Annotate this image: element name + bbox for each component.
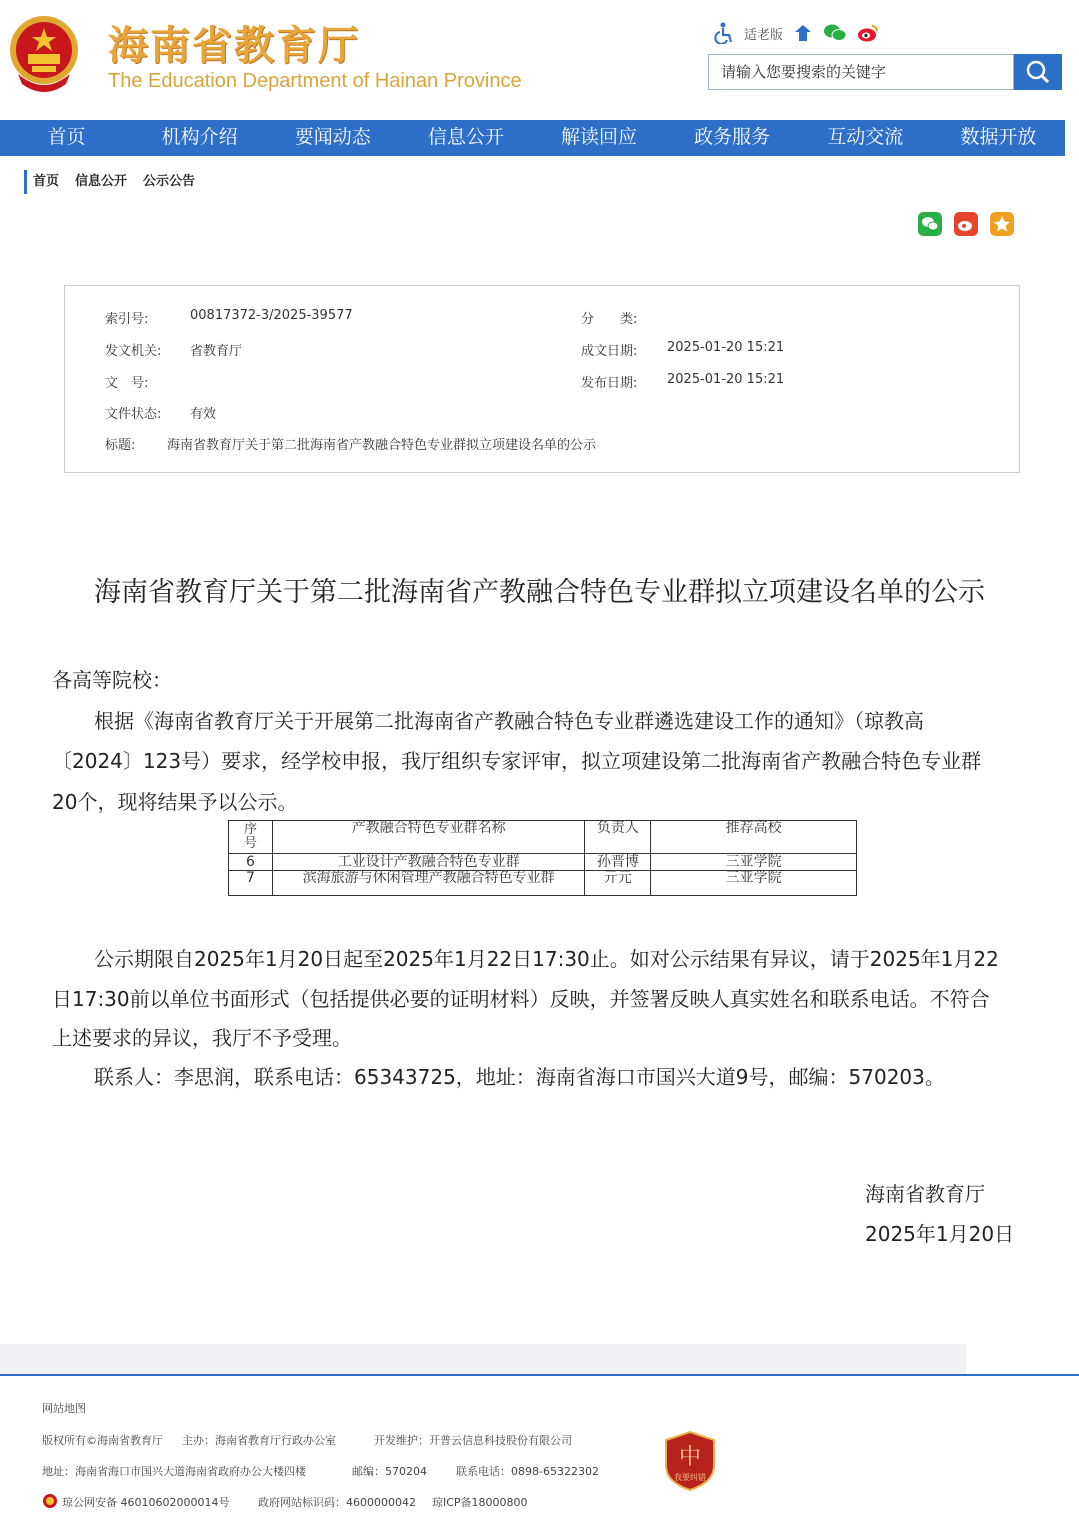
postcode-text: 邮编：570204 [352, 1465, 427, 1478]
maintainer-text: 开发维护：开普云信息科技股份有限公司 [374, 1434, 572, 1447]
title-label: 标题: [105, 438, 136, 453]
paragraph-2-line-1: 公示期限自2025年1月20日起至2025年1月22日17:30止。如对公示结果有异议，请于2025年1月22 [94, 947, 999, 971]
breadcrumb-info[interactable]: 信息公开 [75, 174, 128, 189]
salutation: 各高等院校： [52, 668, 172, 692]
phone-text: 联系电话：0898-65322302 [456, 1465, 599, 1478]
written-date-label: 成文日期: [581, 344, 638, 359]
search-input[interactable]: 请输入您要搜索的关键字 [708, 54, 1014, 90]
signature-date: 2025年1月20日 [865, 1222, 1015, 1246]
issuer-value: 省教育厅 [190, 344, 243, 359]
nav-interaction[interactable]: 互动交流 [827, 126, 904, 148]
paragraph-1-line-1: 根据《海南省教育厅关于开展第二批海南省产教融合特色专业群遴选建设工作的通知》（琼教高 [94, 709, 924, 733]
signature-org: 海南省教育厅 [865, 1182, 985, 1206]
status-label: 文件状态: [105, 407, 162, 422]
nav-interpretation[interactable]: 解读回应 [561, 126, 638, 148]
nav-about[interactable]: 机构介绍 [161, 126, 238, 148]
police-record-link[interactable]: 琼公网安备 46010602000014号 [62, 1496, 230, 1509]
cell-index: 6 [229, 854, 273, 871]
wechat-icon[interactable] [823, 23, 847, 43]
cell-school: 三亚学院 [651, 871, 857, 896]
status-value: 有效 [190, 407, 217, 422]
share-bar [918, 212, 1014, 236]
breadcrumb [24, 170, 195, 194]
address-text: 地址：海南省海口市国兴大道海南省政府办公大楼四楼 [42, 1465, 306, 1478]
cell-name: 滨海旅游与休闲管理产教融合特色专业群 [272, 871, 584, 896]
main-nav [0, 120, 1065, 156]
search-button[interactable] [1014, 54, 1062, 90]
report-error-badge[interactable] [662, 1430, 718, 1492]
paragraph-1-line-2: 〔2024〕123号）要求，经学校申报，我厅组织专家评审，拟立项建设第二批海南省产教融合特色专业群 [52, 749, 982, 773]
header-school: 推荐高校 [651, 821, 857, 854]
site-title[interactable]: 海南省教育厅 [108, 22, 360, 69]
host-text: 主办：海南省教育厅行政办公室 [182, 1434, 336, 1447]
police-badge-icon [42, 1493, 58, 1509]
breadcrumb-home[interactable]: 首页 [33, 174, 60, 189]
issuer-label: 发文机关: [105, 344, 162, 359]
national-emblem-icon [8, 14, 80, 94]
header-lead: 负责人 [585, 821, 651, 854]
shortlist-table [228, 820, 857, 896]
published-date-value: 2025-01-20 15:21 [667, 372, 785, 387]
header-name: 产教融合特色专业群名称 [272, 821, 584, 854]
gov-site-id: 政府网站标识码：4600000042 [258, 1496, 416, 1509]
report-error-text: 我要纠错 [674, 1473, 706, 1482]
elder-mode-link[interactable]: 适老版 [744, 27, 784, 43]
favorite-star-icon[interactable] [990, 212, 1014, 236]
nav-open-data[interactable]: 数据开放 [960, 126, 1037, 148]
sitemap-link[interactable]: 网站地图 [42, 1402, 86, 1415]
category-label: 分 类: [581, 312, 638, 327]
copyright-text: 版权所有©海南省教育厅 [42, 1434, 163, 1447]
search-icon [1014, 54, 1062, 90]
footer-divider [0, 1374, 1079, 1376]
share-weibo-icon[interactable] [954, 212, 978, 236]
nav-info-disclosure[interactable]: 信息公开 [427, 126, 504, 148]
table-header-row [229, 821, 857, 854]
cell-name: 工业设计产教融合特色专业群 [272, 854, 584, 871]
share-wechat-icon[interactable] [918, 212, 942, 236]
table-row [229, 854, 857, 871]
breadcrumb-notice[interactable]: 公示公告 [143, 174, 196, 189]
published-date-label: 发布日期: [581, 376, 638, 391]
table-row [229, 871, 857, 896]
index-value: 00817372-3/2025-39577 [190, 308, 353, 323]
accessibility-icon[interactable] [714, 22, 734, 44]
docno-label: 文 号: [105, 376, 149, 391]
cell-school: 三亚学院 [651, 854, 857, 871]
cell-lead: 亓元 [585, 871, 651, 896]
paragraph-2-line-2: 日17:30前以单位书面形式（包括提供必要的证明材料）反映，并签署反映人真实姓名和联系电话。不符合 [52, 987, 990, 1011]
paragraph-1-line-3: 20个，现将结果予以公示。 [52, 790, 298, 814]
index-label: 索引号: [105, 312, 149, 327]
footer-separator [0, 1344, 966, 1374]
nav-home[interactable]: 首页 [47, 126, 86, 148]
contact-line: 联系人：李思润，联系电话：65343725，地址：海南省海口市国兴大道9号，邮编：570203。 [94, 1065, 945, 1089]
cell-index: 7 [229, 871, 273, 896]
nav-news[interactable]: 要闻动态 [294, 126, 371, 148]
cell-lead: 孙晋博 [585, 854, 651, 871]
nav-services[interactable]: 政务服务 [694, 126, 771, 148]
title-value: 海南省教育厅关于第二批海南省产教融合特色专业群拟立项建设名单的公示 [167, 438, 597, 453]
site-subtitle: The Education Department of Hainan Province [108, 70, 522, 92]
header-index: 序号 [229, 821, 273, 854]
document-title: 海南省教育厅关于第二批海南省产教融合特色专业群拟立项建设名单的公示 [94, 577, 985, 608]
top-toolbar [714, 20, 879, 46]
paragraph-2-line-3: 上述要求的异议，我厅不予受理。 [52, 1026, 352, 1050]
svg-text:中: 中 [678, 1445, 702, 1470]
icp-link[interactable]: 琼ICP备18000800 [432, 1496, 528, 1509]
weibo-icon[interactable] [857, 23, 879, 43]
written-date-value: 2025-01-20 15:21 [667, 340, 785, 355]
network-icon[interactable] [793, 23, 813, 43]
document-info-box [64, 285, 1020, 473]
